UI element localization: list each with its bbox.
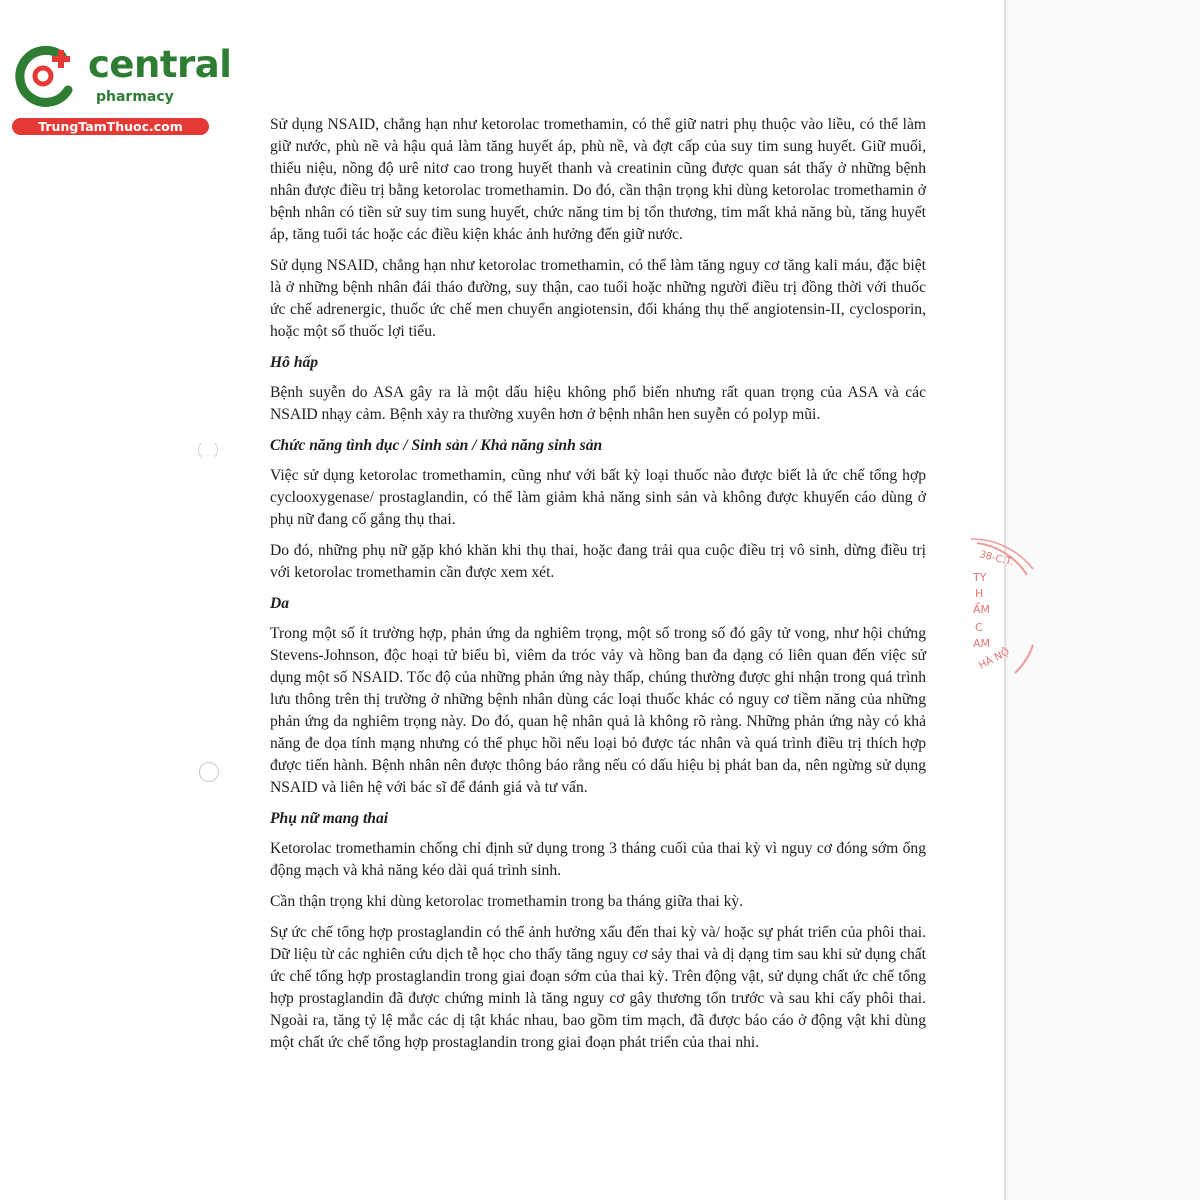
punch-hole xyxy=(199,762,219,782)
stamp-line: 38-C.T. xyxy=(978,549,1015,569)
paragraph: Ketorolac tromethamin chống chỉ định sử dụng trong 3 tháng cuối của thai kỳ vì nguy cơ đóng sớm ống động mạch và khả năng kéo dài quá trình sinh. xyxy=(270,840,926,879)
central-pharmacy-logo xyxy=(8,38,232,138)
paragraph: Sử dụng NSAID, chẳng hạn như ketorolac tromethamin, có thể giữ natri phụ thuộc vào liều, có thể làm giữ nước, phù nề và hậu quả làm tăng huyết áp, phù nề, và đợt cấp của suy tim sung huyết. Giữ muối, thiểu niệu, nồng độ urê nitơ cao trong huyết thanh và creatinin cũng được quan sát thấy ở những bệnh nhân được điều trị bằng ketorolac tromethamin. Do đó, cần thận trọng khi dùng ketorolac tromethamin ở bệnh nhân có tiền sử suy tim sung huyết, chức năng tim bị tổn thương, tim mất khả năng bù, tăng huyết áp, tăng tuổi tác hoặc các điều kiện khác ảnh hưởng đến giữ nước. xyxy=(270,116,926,243)
logo-brand: central xyxy=(88,43,232,86)
stamp-line: HÀ NỘ xyxy=(977,646,1012,672)
stamp-line: AM xyxy=(973,637,991,650)
paragraph: Việc sử dụng ketorolac tromethamin, cũng như với bất kỳ loại thuốc nào được biết là ức chế tổng hợp cyclooxygenase/ prostaglandin, có thể làm giảm khả năng sinh sản và không được khuyến cáo dùng ở phụ nữ đang cố gắng thụ thai. xyxy=(270,467,926,528)
company-stamp xyxy=(955,535,1035,685)
stamp-line: C xyxy=(975,621,983,634)
stamp-line: H xyxy=(975,587,984,600)
scan-margin xyxy=(1007,0,1200,1200)
pharmacy-cross-icon xyxy=(10,40,80,110)
section-heading: Phụ nữ mang thai xyxy=(270,810,389,827)
document-body xyxy=(270,114,926,1063)
stamp-line: ẨM xyxy=(973,603,991,616)
paragraph: Do đó, những phụ nữ gặp khó khăn khi thụ thai, hoặc đang trải qua cuộc điều trị vô sinh, dừng điều trị với ketorolac tromethamin cần được xem xét. xyxy=(270,542,926,581)
logo-url: TrungTamThuoc.com xyxy=(12,118,209,135)
section-heading: Hô hấp xyxy=(270,354,319,371)
stamp-line: TY xyxy=(973,571,987,584)
section-heading: Chức năng tình dục / Sinh sản / Khả năng sinh sản xyxy=(270,437,603,454)
paragraph: Bệnh suyễn do ASA gây ra là một dấu hiệu không phổ biến nhưng rất quan trọng của ASA và các NSAID nhạy cảm. Bệnh xảy ra thường xuyên hơn ở bệnh nhân hen suyễn có polyp mũi. xyxy=(270,384,926,423)
paragraph: Sự ức chế tổng hợp prostaglandin có thể ảnh hưởng xấu đến thai kỳ và/ hoặc sự phát triển của phôi thai. Dữ liệu từ các nghiên cứu dịch tễ học cho thấy tăng nguy cơ sảy thai và dị dạng tim sau khi sử dụng chất ức chế tổng hợp prostaglandin trong giai đoạn sớm của thai kỳ. Trên động vật, sử dụng chất ức chế tổng hợp prostaglandin đã được chứng minh là tăng nguy cơ gây thương tổn trước và sau khi cấy phôi thai. Ngoài ra, tăng tỷ lệ mắc các dị tật khác nhau, bao gồm tim mạch, đã được báo cáo ở động vật khi dùng một chất ức chế tổng hợp prostaglandin trong giai đoạn phát triển của thai nhi. xyxy=(270,924,926,1051)
paragraph: Cần thận trọng khi dùng ketorolac tromethamin trong ba tháng giữa thai kỳ. xyxy=(270,893,744,910)
paragraph: Trong một số ít trường hợp, phản ứng da nghiêm trọng, một số trong số đó gây tử vong, như hội chứng Stevens-Johnson, độc hoại tử biểu bì, viêm da tróc vảy và hồng ban đa dạng có liên quan đến việc sử dụng một số NSAID. Tốc độ của những phản ứng này thấp, chúng thường được ghi nhận trong quá trình lưu thông trên thị trường ở những bệnh nhân dùng các loại thuốc khác có nguy cơ tiềm năng của những phản ứng da nghiêm trọng này. Do đó, quan hệ nhân quả là không rõ ràng. Những phản ứng này có khả năng đe dọa tính mạng nhưng có thể phục hồi nếu loại bỏ được tác nhân và quá trình điều trị thích hợp được tiến hành. Bệnh nhân nên được thông báo rằng nếu có dấu hiệu bị phát ban da, nên ngừng sử dụng NSAID và liên hệ với bác sĩ để đánh giá và tư vấn. xyxy=(270,625,926,796)
logo-subtitle: pharmacy xyxy=(96,89,174,105)
punch-hole xyxy=(198,440,218,460)
section-heading: Da xyxy=(270,595,290,612)
paragraph: Sử dụng NSAID, chẳng hạn như ketorolac tromethamin, có thể làm tăng nguy cơ tăng kali máu, đặc biệt là ở những bệnh nhân đái tháo đường, suy thận, cao tuổi hoặc những người điều trị đồng thời với thuốc ức chế adrenergic, thuốc ức chế men chuyển angiotensin, đối kháng thụ thể angiotensin-II, cyclosporin, hoặc một số thuốc lợi tiểu. xyxy=(270,257,926,340)
